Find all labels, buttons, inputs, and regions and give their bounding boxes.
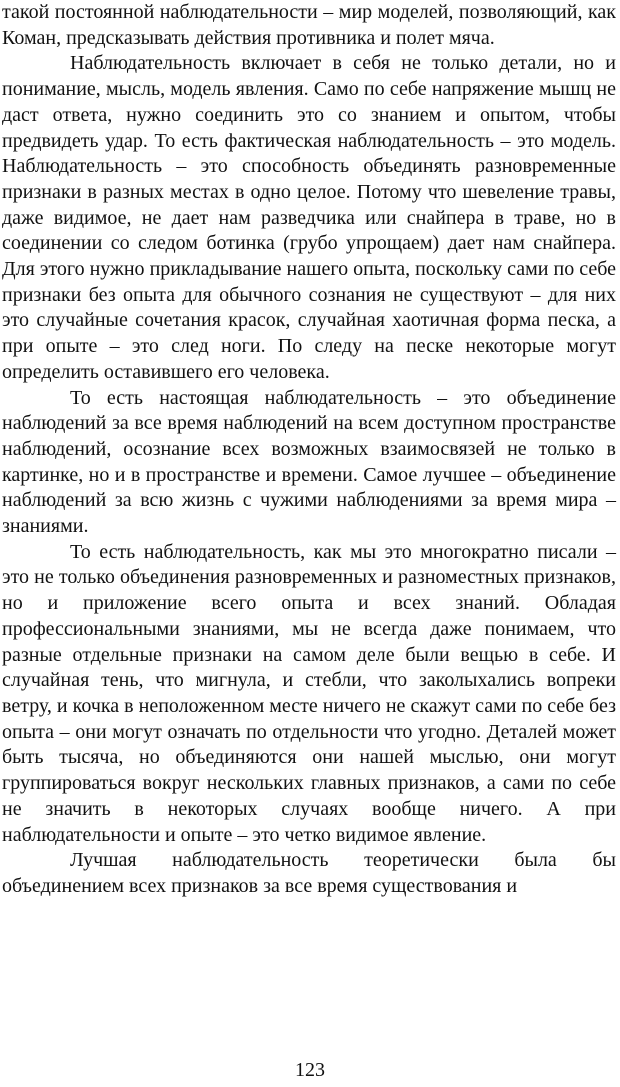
text-column [2,0,616,900]
paragraph-best-observation: Лучшая наблюдательность теоретически была бы объединением всех признаков за все время существования и [2,849,616,897]
paragraph-true-observation: То есть настоящая наблюдательность – это объединение наблюдений за все время наблюдений на всем доступном пространстве наблюдений, осознание всех возможных взаимосвязей не только в картинке, но и в пространстве и времени. Самое лучшее – объединение наблюдений за всю жизнь с чужими наблюдениями за время мира – знаниями. [2,386,616,538]
page-number: 123 [295,1059,325,1081]
paragraph-continued: такой постоянной наблюдательности – мир моделей, позволяющий, как Коман, предсказывать действия противника и полет мяча. [2,1,616,49]
paragraph-observation-includes: Наблюдательность включает в себя не только детали, но и понимание, мысль, модель явления. Само по себе напряжение мышц не даст ответа, нужно соединить это со знанием и опытом, чтобы предвидеть удар. То есть фактическая наблюдательность – это модель. Наблюдательность – это способность объединять разновременные признаки в разных местах в одно целое. Потому что шевеление травы, даже видимое, не дает нам разведчика или снайпера в траве, но в соединении со следом ботинка (грубо упрощаем) дает нам снайпера. Для этого нужно прикладывание нашего опыта, поскольку сами по себе признаки без опыта для обычного сознания не существуют – для них это случайные сочетания красок, случайная хаотичная форма песка, а при опыте – это след ноги. По следу на песке некоторые могут определить оставившего его человека. [2,52,616,383]
paragraph-observation-experience: То есть наблюдательность, как мы это многократно писали – это не только объединения разновременных и разноместных признаков, но и приложение всего опыта и всех знаний. Обладая профессиональными знаниями, мы не всегда даже понимаем, что разные отдельные признаки на самом деле были вещью в себе. И случайная тень, что мигнула, и стебли, что заколыхались вопреки ветру, и кочка в неположенном месте ничего не скажут сами по себе без опыта – они могут означать по отдельности что угодно. Деталей может быть тысяча, но объединяются они нашей мыслью, они могут группироваться вокруг нескольких главных признаков, а сами по себе не значить в некоторых случаях вообще ничего. А при наблюдательности и опыте – это четко видимое явление. [2,540,616,846]
